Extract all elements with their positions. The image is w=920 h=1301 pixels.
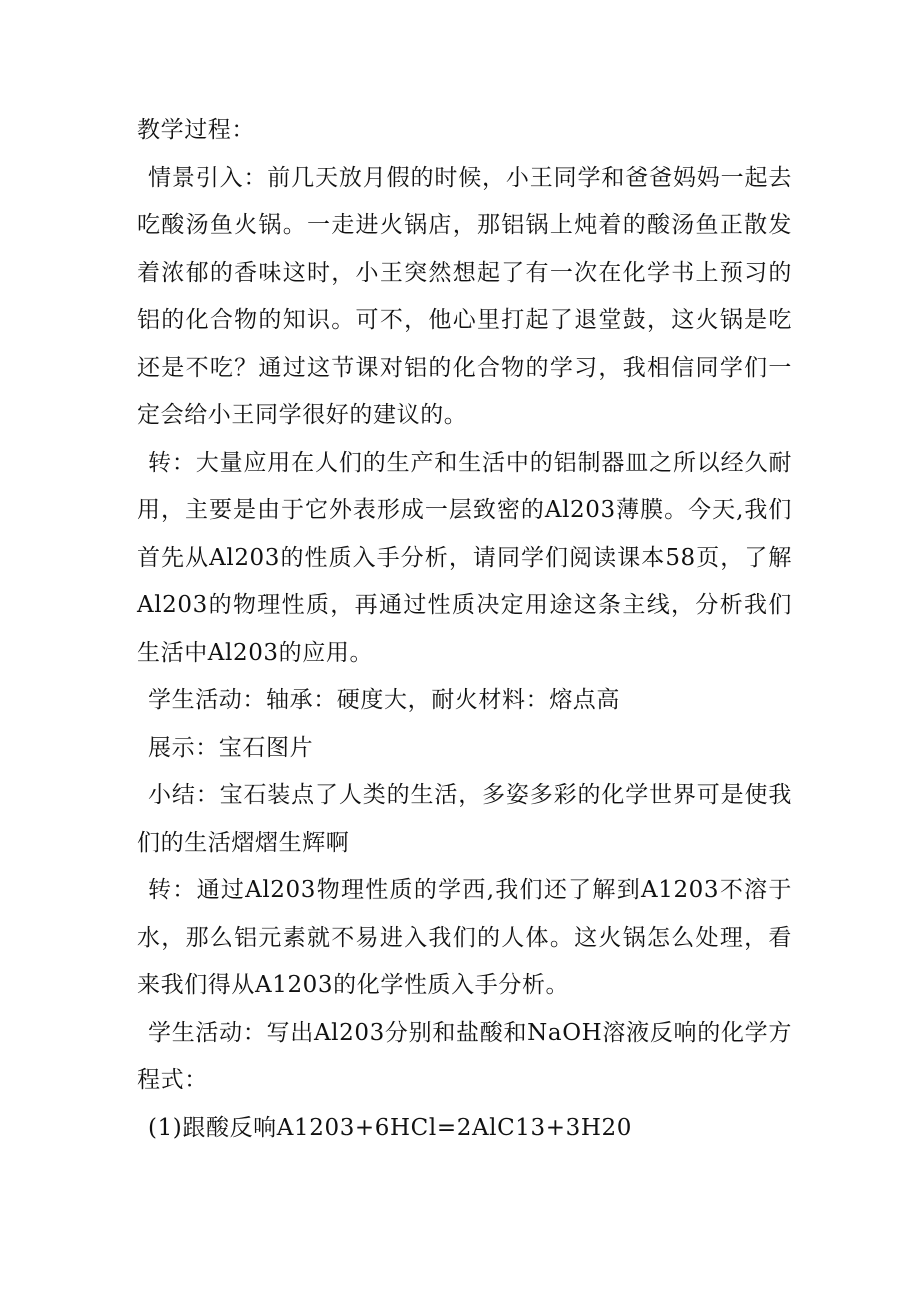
paragraph-student-activity-2: 学生活动：写出Al203分别和盐酸和NaOH溶液反响的化学方程式： [137,1019,792,1093]
paragraph-student-activity-1: 学生活动：轴承：硬度大，耐火材料：熔点高 [148,687,620,713]
paragraph-equation-1: (1)跟酸反响A1203+6HCl=2AlC13+3H20 [148,1114,633,1141]
paragraph-display: 展示：宝石图片 [148,734,314,761]
paragraph-summary: 小结：宝石装点了人类的生活，多姿多彩的化学世界可是使我们的生活熠熠生辉啊 [137,782,792,856]
paragraph-transition-2: 转：通过Al203物理性质的学西,我们还了解到A1203不溶于水，那么铝元素就不易进入我们的人体。这火锅怎么处理，看来我们得从A1203的化学性质入手分析。 [137,877,792,998]
section-heading: 教学过程： [137,117,255,143]
paragraph-transition-1: 转：大量应用在人们的生产和生活中的铝制器皿之所以经久耐用，主要是由于它外表形成一层致密的Al203薄膜。今天,我们首先从Al203的性质入手分析，请同学们阅读课本58页，了解Al203的物理性质，再通过性质决定用途这条主线，分析我们生活中Al203的应用。 [137,449,792,666]
document-body [137,107,792,1152]
paragraph-scenario-intro: 情景引入：前几天放月假的时候，小王同学和爸爸妈妈一起去吃酸汤鱼火锅。一走进火锅店，那铝锅上炖着的酸汤鱼正散发着浓郁的香味这时，小王突然想起了有一次在化学书上预习的铝的化合物的知识。可不，他心里打起了退堂鼓，这火锅是吃还是不吃？通过这节课对铝的化合物的学习，我相信同学们一定会给小王同学很好的建议的。 [137,164,792,428]
